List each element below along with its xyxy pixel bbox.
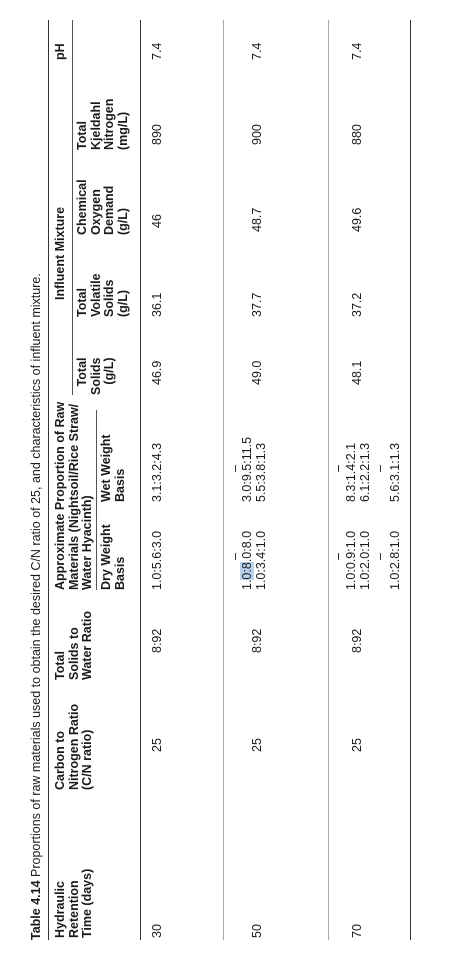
header-tkn-line: Total (75, 121, 89, 150)
approx-subrule (96, 410, 97, 590)
header-influent: Influent Mixture (53, 206, 67, 300)
row50-wet-dash: – (228, 465, 242, 472)
row70-tkn: 880 (350, 124, 364, 145)
header-hrt (54, 869, 95, 938)
header-dry (100, 524, 127, 590)
header-cn-line: Nitrogen Ratio (66, 703, 81, 790)
row30-cn: 25 (150, 738, 164, 752)
row30-tvs: 36.1 (150, 292, 164, 317)
row50-dry-1: 1.0:8.0:8.0 (240, 530, 254, 590)
row50-hrt: 50 (250, 924, 264, 938)
header-cod-line: Demand (102, 185, 116, 235)
header-ts-line: Total (75, 357, 89, 387)
row30-hrt: 30 (150, 924, 164, 938)
header-cod-line: (g/L) (115, 207, 130, 235)
header-tkn-line: Kjeldahl (88, 101, 103, 150)
header-tsw (54, 611, 95, 680)
row50-ts: 49.0 (250, 360, 264, 385)
header-ts-line: (g/L) (102, 357, 116, 385)
header-approx-line: Materials (Nightsoil/Rice Straw/ (66, 403, 81, 590)
row30-dry: 1.0:5.6:3.0 (150, 530, 164, 590)
header-tvs-line: Volatile (88, 273, 103, 317)
rotated-table-page (28, 20, 428, 940)
row50-cn: 25 (250, 738, 264, 752)
row30-wet: 3.1:3.2:4.3 (150, 442, 164, 502)
row70-ph: 7.4 (350, 42, 364, 60)
header-wet (100, 434, 127, 502)
row-divider (223, 20, 224, 940)
header-hrt-line: Retention (66, 880, 81, 938)
row50-wet-2: 5.5:3.8:1.3 (254, 442, 268, 502)
header-dry-line: Basis (112, 556, 127, 590)
header-cod-line: Chemical (75, 179, 89, 235)
row70-cod: 49.6 (350, 207, 364, 232)
row70-dry-3: 1.0:2.8:1.0 (388, 530, 402, 590)
header-tvs-line: Solids (102, 279, 116, 317)
selection-highlight: 0:8 (240, 562, 254, 580)
header-tkn-line: Nitrogen (102, 98, 116, 150)
row30-tkn: 890 (150, 124, 164, 145)
table-caption (28, 20, 44, 940)
header-bottom-rule (140, 20, 141, 940)
row50-dry-2: 1.0:3.4:1.0 (254, 530, 268, 590)
header-approx (54, 402, 95, 590)
row50-tkn: 900 (250, 124, 264, 145)
header-approx-line: Water Hyacinth) (80, 495, 94, 590)
row70-dry-1: 1.0:0.9:1.0 (344, 530, 358, 590)
header-wet-line: Wet Weight (99, 434, 113, 502)
table-label: Table 4.14 (29, 880, 43, 940)
row50-cod: 48.7 (250, 207, 264, 232)
row30-ts: 46.9 (150, 360, 164, 385)
header-ts-line: Solids (88, 357, 103, 395)
header-dry-line: Dry Weight (99, 524, 113, 590)
header-cn-line: Carbon to (53, 730, 67, 790)
row70-wet-1: 8.3:1.4:2.1 (344, 442, 358, 502)
row50-wet-1: 3.0:9.5:11.5 (240, 436, 254, 502)
header-ts (76, 357, 117, 395)
header-tvs (76, 273, 130, 317)
row30-cod: 46 (150, 214, 164, 228)
row70-tvs: 37.2 (350, 292, 364, 317)
header-tsw-line: Total (53, 651, 67, 680)
row70-dry-dash1: – (331, 553, 345, 560)
row70-tsw: 8:92 (350, 628, 364, 653)
header-cod-line: Oxygen (88, 189, 103, 235)
row70-dry-2: 1.0:2.0:1.0 (358, 530, 372, 590)
header-cod (76, 179, 130, 235)
header-tvs-line: (g/L) (115, 289, 130, 317)
row50-dry-dash: – (228, 553, 242, 560)
header-cn (54, 704, 95, 790)
header-tsw-line: Water Ratio (80, 611, 94, 680)
influent-subrule (72, 20, 73, 395)
row70-dry-dash2: – (373, 553, 387, 560)
header-ph: pH (53, 43, 67, 60)
header-hrt-line: Hydraulic (53, 881, 67, 938)
row50-ph: 7.4 (250, 42, 264, 60)
row-divider (328, 20, 329, 940)
header-tkn-line: (mg/L) (115, 111, 130, 150)
row70-ts: 48.1 (350, 360, 364, 385)
row50-tvs: 37.7 (250, 292, 264, 317)
header-hrt-line: Time (days) (80, 868, 94, 938)
top-rule (48, 20, 49, 940)
bottom-rule (410, 20, 411, 940)
header-approx-line: Approximate Proportion of Raw (53, 401, 67, 590)
row30-ph: 7.4 (150, 42, 164, 60)
row70-hrt: 70 (350, 924, 364, 938)
row30-tsw: 8:92 (150, 628, 164, 653)
header-tsw-line: Solids to (66, 627, 81, 680)
header-wet-line: Basis (112, 468, 127, 502)
row70-wet-2: 6.1:2.2:1.3 (358, 442, 372, 502)
row70-wet-3: 5.6:3.1:1.3 (388, 442, 402, 502)
caption-text: Proportions of raw materials used to obtain the desired C/N ratio of 25, and characteristics of influent mixture. (29, 273, 43, 881)
row70-wet-dash2: – (373, 465, 387, 472)
header-tkn (76, 99, 130, 150)
row70-cn: 25 (350, 738, 364, 752)
header-cn-line: (C/N ratio) (80, 729, 94, 790)
row50-tsw: 8:92 (250, 628, 264, 653)
row70-wet-dash1: – (331, 465, 345, 472)
header-tvs-line: Total (75, 288, 89, 317)
